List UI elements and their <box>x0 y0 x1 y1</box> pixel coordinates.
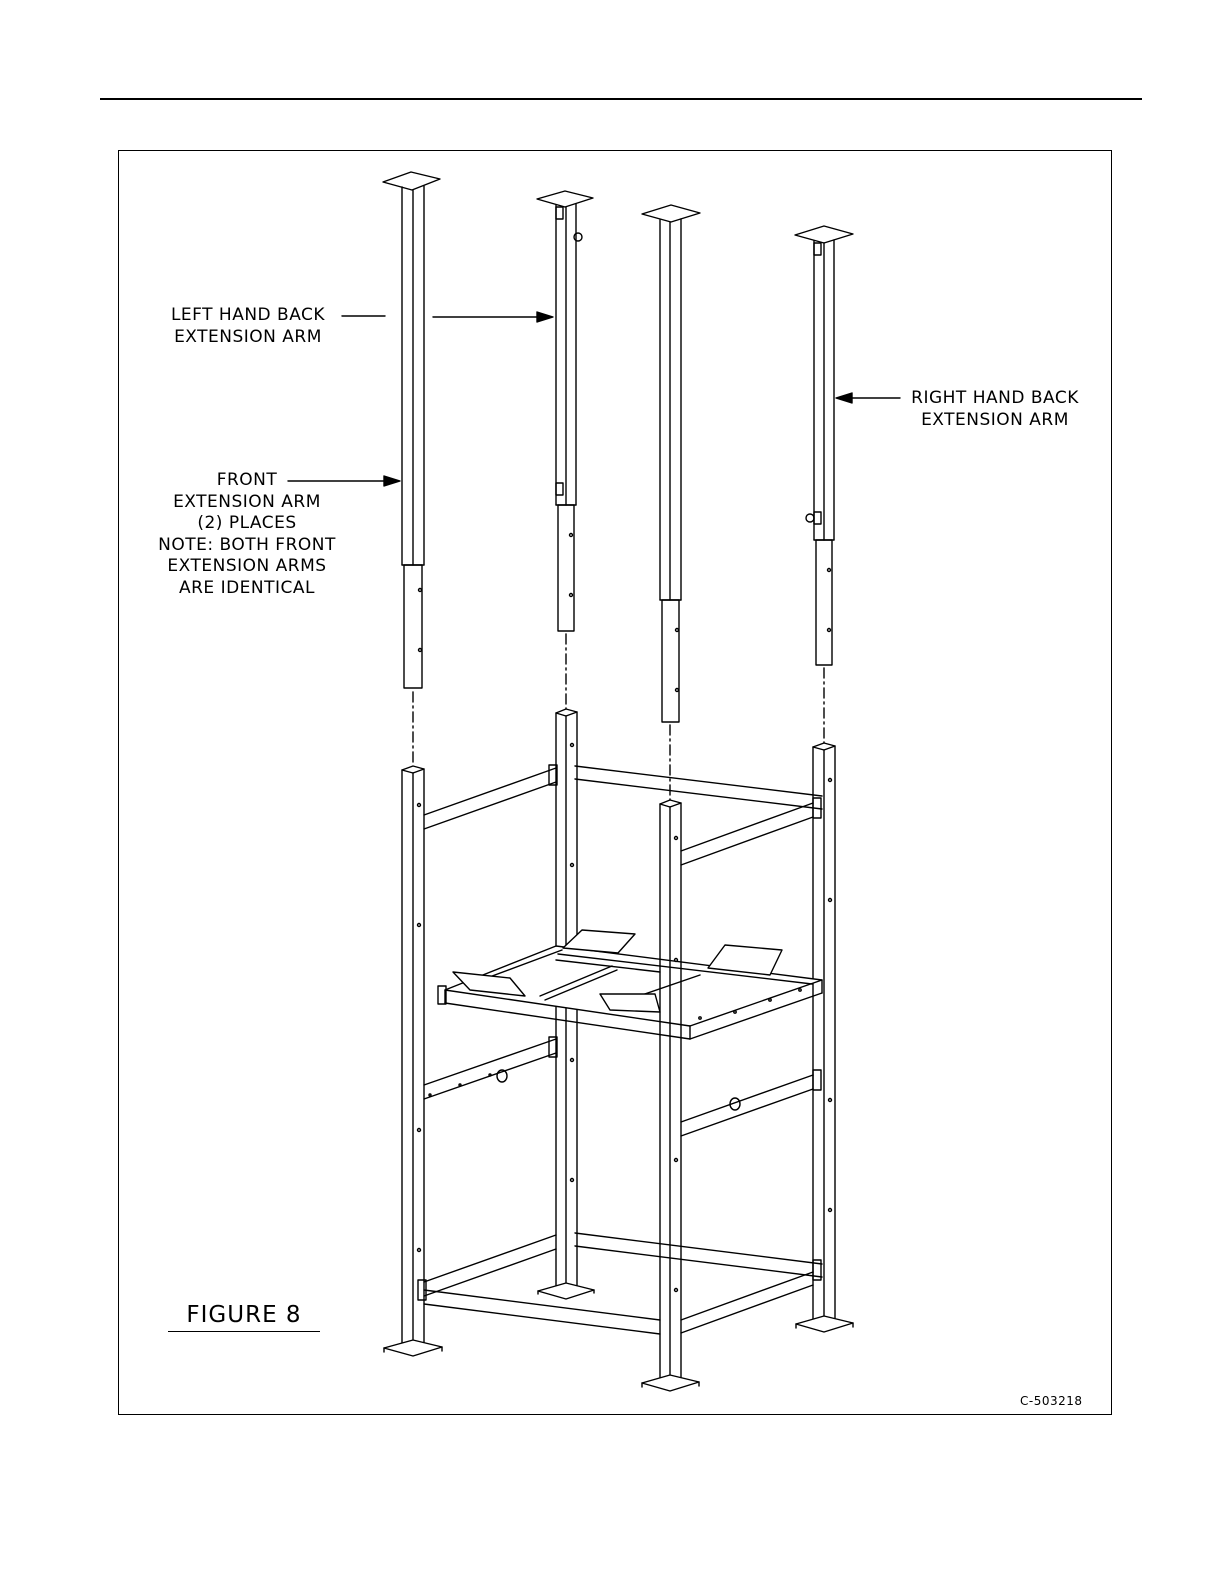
label-line: (2) PLACES <box>197 513 297 533</box>
label-line: LEFT HAND BACK <box>170 305 326 325</box>
left-side-rails <box>424 765 557 1296</box>
extension-arm-back-right <box>795 226 853 665</box>
callout-leaders <box>288 312 900 486</box>
assembly-center-lines <box>413 634 824 800</box>
label-line: RIGHT HAND BACK <box>911 388 1079 408</box>
label-left-hand-back-extension-arm <box>158 305 338 348</box>
label-line: FRONT <box>216 470 278 490</box>
post-back-right <box>796 743 853 1332</box>
label-line: EXTENSION ARMS <box>167 556 327 576</box>
bottom-front-rail <box>418 1280 660 1334</box>
label-line: EXTENSION ARM <box>921 409 1069 430</box>
drawing-number: C-503218 <box>1020 1394 1083 1408</box>
post-front-left <box>384 766 442 1356</box>
label-right-hand-back-extension-arm <box>900 388 1090 431</box>
label-line: NOTE: BOTH FRONT <box>158 534 336 555</box>
label-front-extension-arm <box>142 470 352 599</box>
right-side-rails <box>681 798 821 1333</box>
extension-arm-front-left <box>383 172 440 688</box>
label-line: EXTENSION ARM <box>174 326 322 347</box>
label-line: EXTENSION ARM <box>173 491 321 512</box>
extension-arm-front-right <box>642 205 700 722</box>
label-line: ARE IDENTICAL <box>178 577 316 598</box>
post-front-right <box>642 800 699 1391</box>
extension-arm-back-left <box>537 191 593 631</box>
figure-title: FIGURE 8 <box>168 1302 320 1332</box>
middle-shelf <box>438 930 822 1039</box>
